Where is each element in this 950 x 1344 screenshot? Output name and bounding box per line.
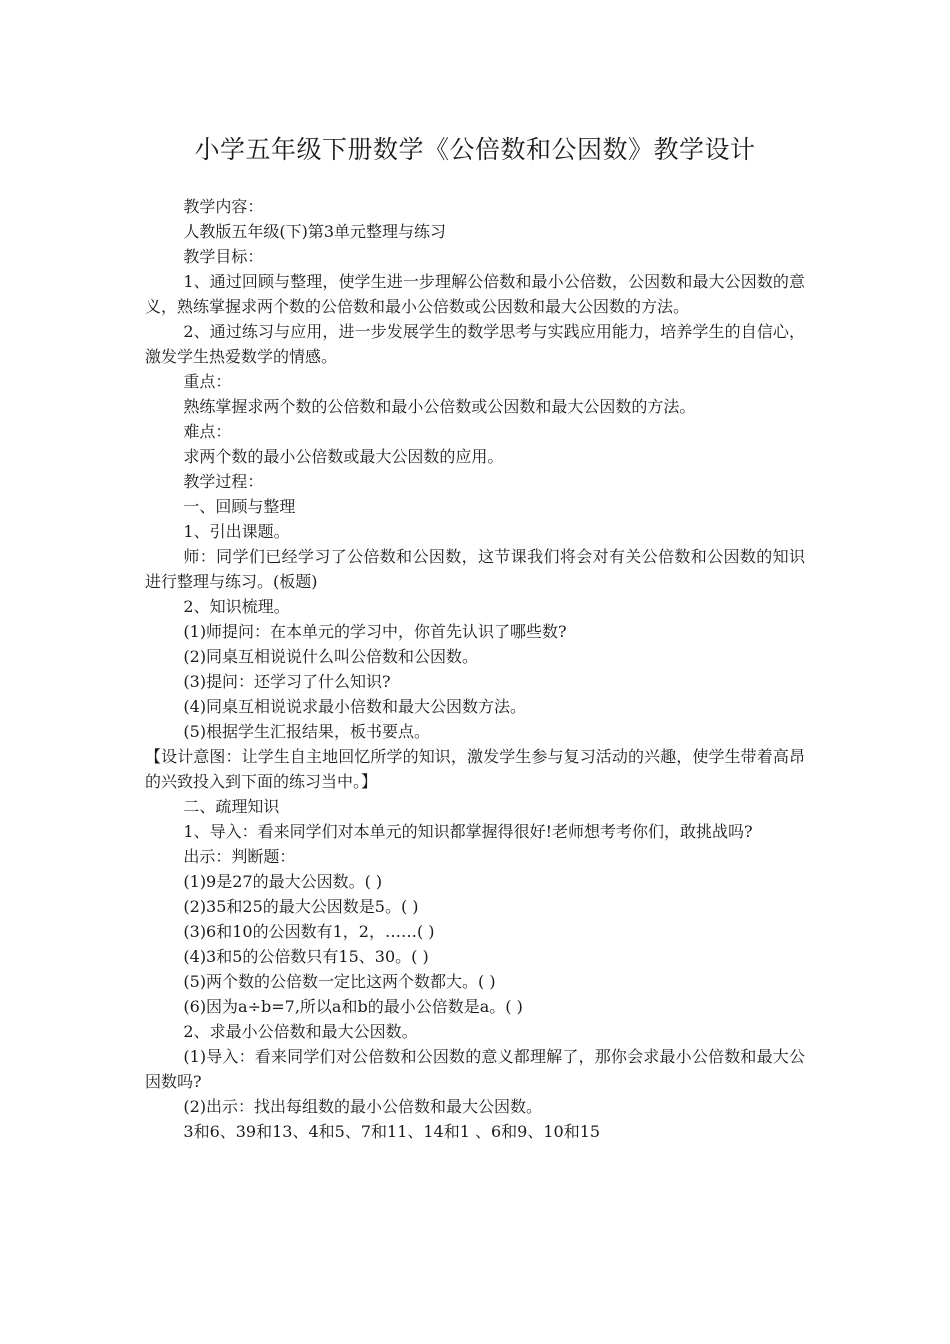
paragraph: 重点： xyxy=(183,372,232,391)
paragraph: 【设计意图：让学生自主地回忆所学的知识，激发学生参与复习活动的兴趣，使学生带着高昂的兴致投入到下面的练习当中。】 xyxy=(145,747,805,791)
paragraph: 难点： xyxy=(183,422,232,441)
paragraph: (2)35和25的最大公因数是5。( ) xyxy=(183,897,419,916)
paragraph: 求两个数的最小公倍数或最大公因数的应用。 xyxy=(183,447,504,466)
paragraph: 1、导入：看来同学们对本单元的知识都掌握得很好!老师想考考你们，敢挑战吗? xyxy=(183,822,753,841)
document-body xyxy=(145,194,805,1144)
paragraph: (6)因为a÷b=7,所以a和b的最小公倍数是a。( ) xyxy=(183,997,523,1016)
paragraph: 人教版五年级(下)第3单元整理与练习 xyxy=(183,222,447,241)
paragraph: 2、知识梳理。 xyxy=(183,597,290,616)
paragraph: 出示：判断题： xyxy=(183,847,296,866)
paragraph: (1)导入：看来同学们对公倍数和公因数的意义都理解了，那你会求最小公倍数和最大公因数吗? xyxy=(145,1047,805,1091)
paragraph: 教学内容： xyxy=(183,197,264,216)
paragraph: (2)出示：找出每组数的最小公倍数和最大公因数。 xyxy=(183,1097,543,1116)
paragraph: (5)根据学生汇报结果，板书要点。 xyxy=(183,722,431,741)
paragraph: 1、引出课题。 xyxy=(183,522,290,541)
paragraph: 熟练掌握求两个数的公倍数和最小公倍数或公因数和最大公因数的方法。 xyxy=(183,397,696,416)
paragraph: (3)6和10的公因数有1，2，……( ) xyxy=(183,922,435,941)
paragraph: (4)同桌互相说说求最小倍数和最大公因数方法。 xyxy=(183,697,527,716)
paragraph: (4)3和5的公倍数只有15、30。( ) xyxy=(183,947,429,966)
paragraph: (3)提问：还学习了什么知识? xyxy=(183,672,391,691)
paragraph: 1、通过回顾与整理，使学生进一步理解公倍数和最小公倍数，公因数和最大公因数的意义，熟练掌握求两个数的公倍数和最小公倍数或公因数和最大公因数的方法。 xyxy=(145,272,805,316)
paragraph: 师：同学们已经学习了公倍数和公因数，这节课我们将会对有关公倍数和公因数的知识进行整理与练习。(板题) xyxy=(145,547,805,591)
paragraph: 3和6、39和13、4和5、7和11、14和1 、6和9、10和15 xyxy=(183,1122,601,1141)
paragraph: 教学目标： xyxy=(183,247,264,266)
document-title: 小学五年级下册数学《公倍数和公因数》教学设计 xyxy=(194,135,756,164)
paragraph: 二、疏理知识 xyxy=(183,797,280,816)
paragraph: 一、回顾与整理 xyxy=(183,497,296,516)
paragraph: 2、通过练习与应用，进一步发展学生的数学思考与实践应用能力，培养学生的自信心，激发学生热爱数学的情感。 xyxy=(145,322,805,366)
paragraph: (1)9是27的最大公因数。( ) xyxy=(183,872,383,891)
paragraph: (2)同桌互相说说什么叫公倍数和公因数。 xyxy=(183,647,479,666)
paragraph: 教学过程： xyxy=(183,472,264,491)
paragraph: 2、求最小公倍数和最大公因数。 xyxy=(183,1022,418,1041)
paragraph: (1)师提问：在本单元的学习中，你首先认识了哪些数? xyxy=(183,622,567,641)
paragraph: (5)两个数的公倍数一定比这两个数都大。( ) xyxy=(183,972,496,991)
